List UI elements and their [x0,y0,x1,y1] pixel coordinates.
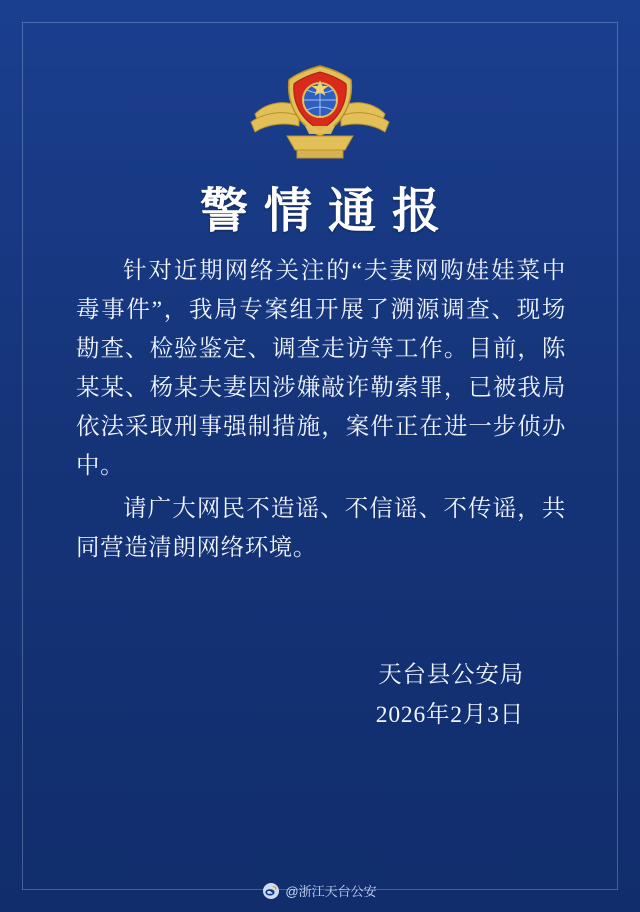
footer-watermark [0,881,640,900]
notice-body [76,252,566,572]
page-title: 警情通报 [199,185,456,238]
emblem-container [0,46,640,170]
notice-paragraph: 针对近期网络关注的“夫妻网购娃娃菜中毒事件”，我局专案组开展了溯源调查、现场勘查、检验鉴定、调查走访等工作。目前，陈某某、杨某夫妻因涉嫌敲诈勒索罪，已被我局依法采取刑事强制措施，案件正在进一步侦办中。 [76,258,566,479]
weibo-account-label: @浙江天台公安 [285,884,377,899]
police-badge-emblem [245,52,395,164]
issuing-authority: 天台县公安局 [378,662,524,688]
issue-date: 2026年2月3日 [375,702,524,728]
weibo-icon [263,883,279,899]
signature-block [76,655,566,735]
notice-paragraph: 请广大网民不造谣、不信谣、不传谣，共同营造清朗网络环境。 [76,496,566,561]
